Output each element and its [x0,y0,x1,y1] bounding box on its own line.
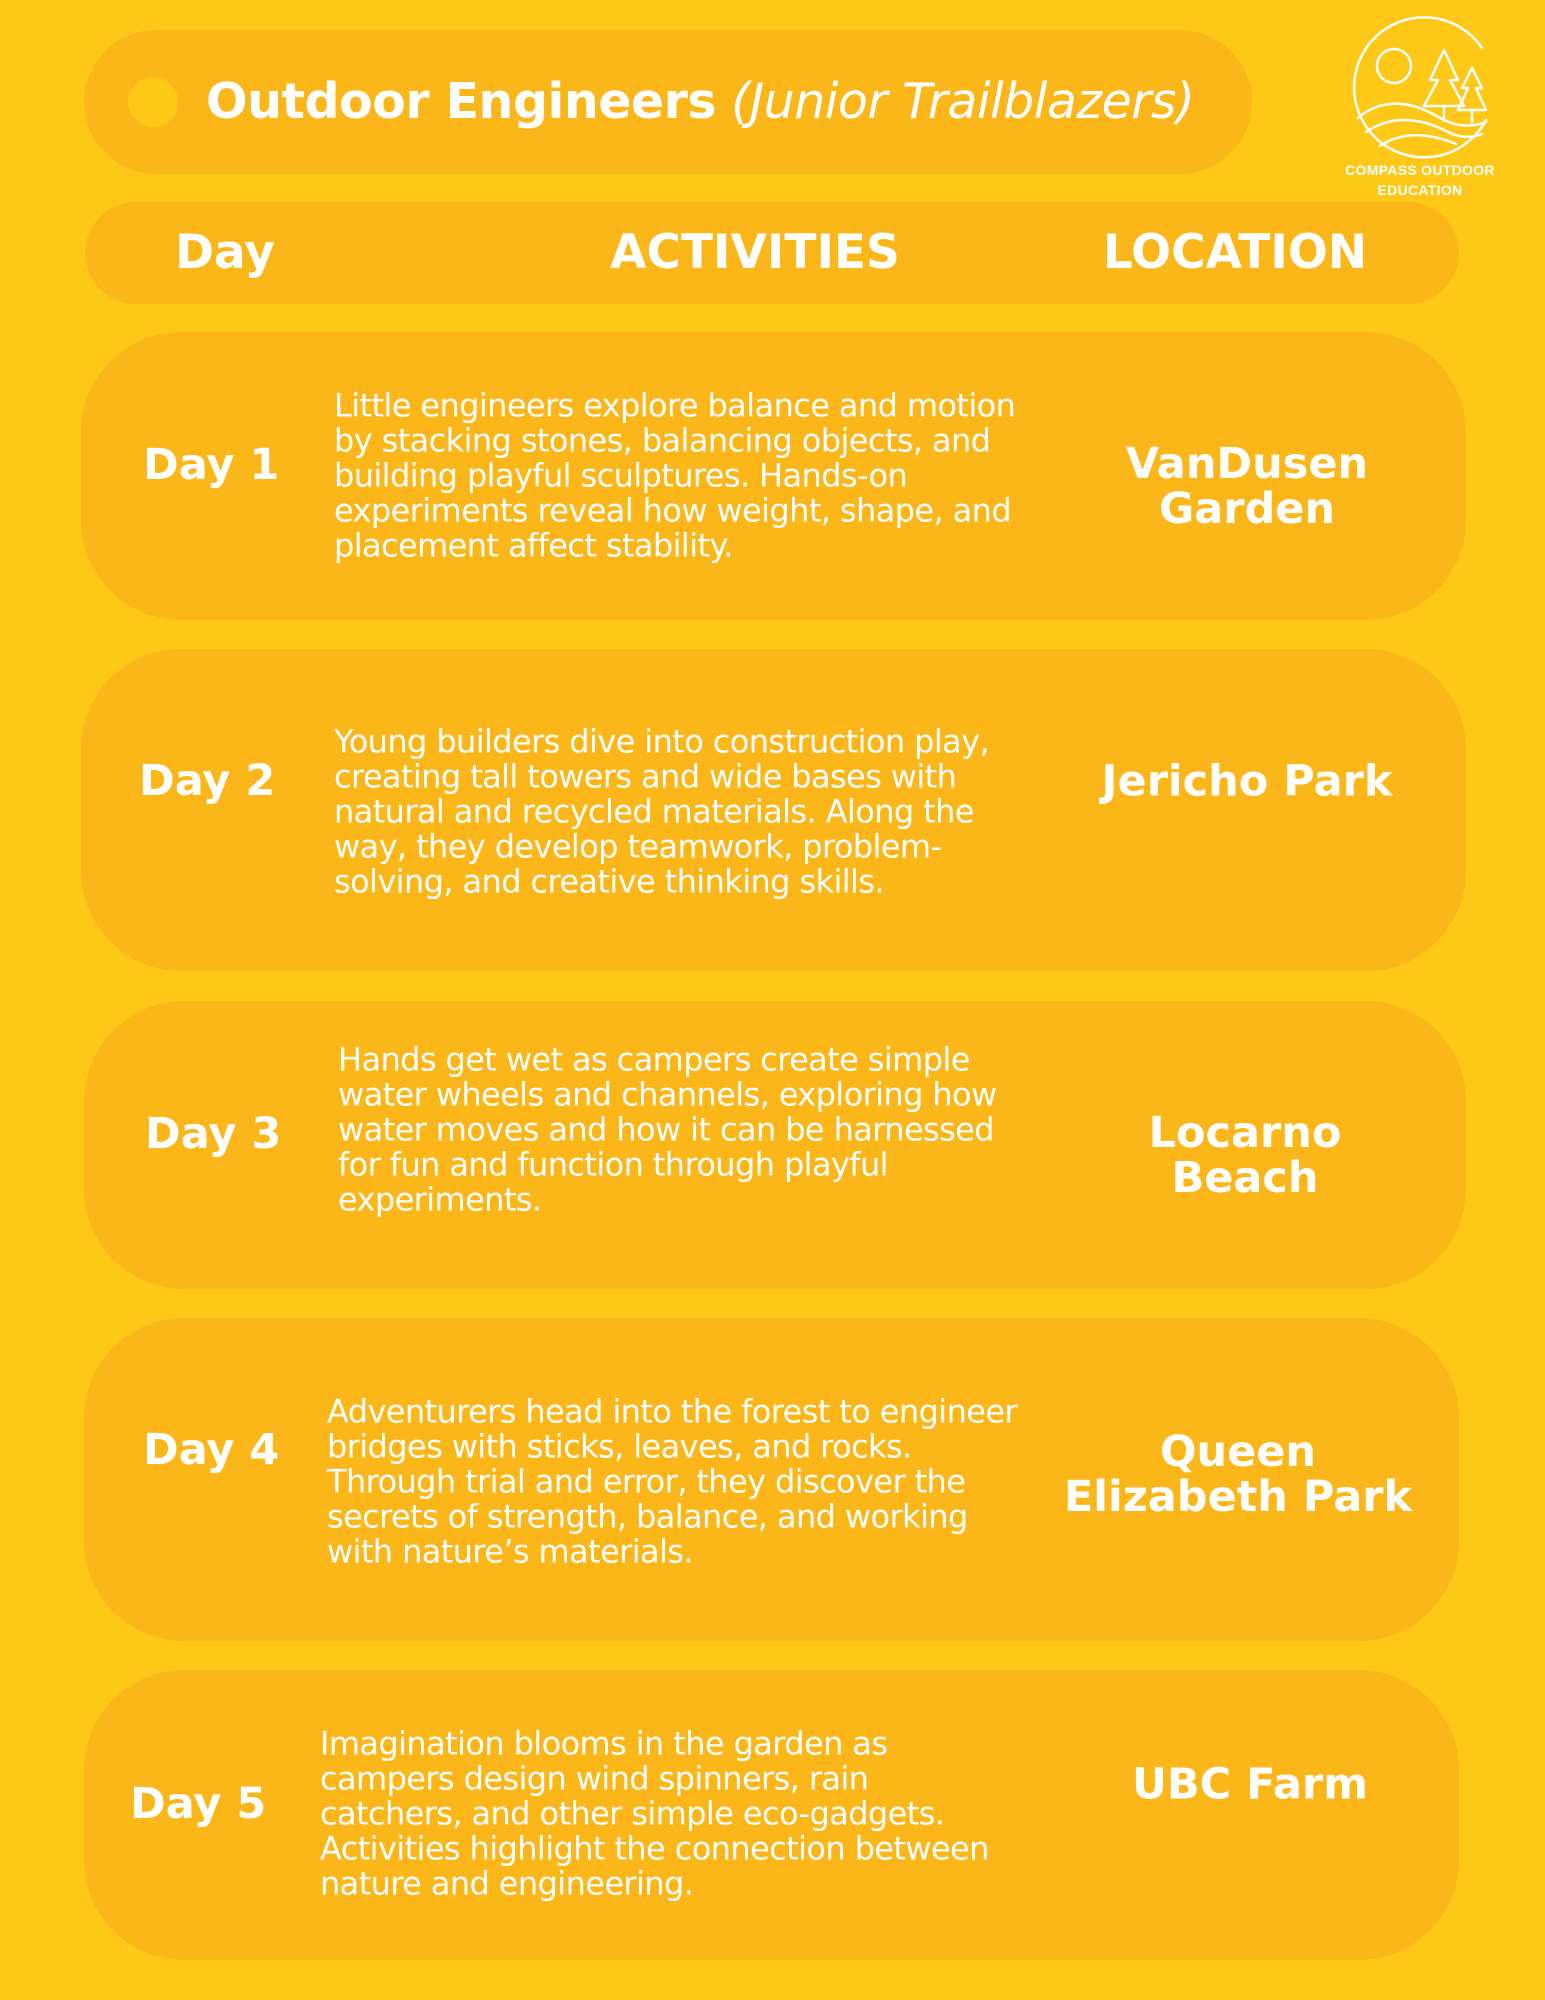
row-day-label: Day 5 [130,1779,267,1829]
row-activity-description: Little engineers explore balance and motion by stacking stones, balancing objects, and building playful sculptures. Hands-on experiments reveal how weight, shape, and placement affect stability. [334,386,1016,565]
row-activity-description: Young builders dive into construction play, creating tall towers and wide bases with natural and recycled materials. Along the way, they develop teamwork, problem-solving, and creative thinking skills. [334,722,990,901]
row-location: Jericho Park [1101,756,1393,807]
title-main: Outdoor Engineers [206,73,716,130]
table-header [85,202,1459,304]
row-day-label: Day 3 [145,1109,282,1159]
row-activity-description: Hands get wet as campers create simple water wheels and channels, exploring how water moves and how it can be harnessed for fun and function through playful experiments. [338,1040,997,1219]
row-activity-description: Adventurers head into the forest to engineer bridges with sticks, leaves, and rocks. Through trial and error, they discover the secrets of strength, balance, and working with nature’s materials. [327,1392,1017,1571]
row-day-label: Day 2 [139,756,276,806]
header-day: Day [175,225,275,280]
title-bar [84,30,1252,174]
row-location: Queen Elizabeth Park [1063,1427,1413,1522]
row-location: Locarno Beach [1148,1108,1342,1203]
compass-outdoor-logo [1340,10,1500,210]
row-day-label: Day 1 [143,440,280,490]
title-subtitle: (Junior Trailblazers) [731,73,1195,130]
schedule-row-day-3 [84,1001,1466,1289]
sun-trees-hills-logo-icon [1344,10,1496,160]
schedule-row-day-2 [81,649,1466,971]
logo-text-line2: EDUCATION [1377,182,1463,198]
row-day-label: Day 4 [143,1425,280,1475]
row-activity-description: Imagination blooms in the garden as campers design wind spinners, rain catchers, and other simple eco-gadgets. Activities highlight the connection between nature and engineering. [320,1724,989,1903]
schedule-row-day-5 [84,1670,1459,1960]
header-location: LOCATION [1102,225,1368,280]
logo-text-line1: COMPASS OUTDOOR [1345,162,1495,178]
logo-text [1340,160,1500,200]
row-location: UBC Farm [1131,1759,1369,1810]
title-dot-icon [128,77,178,127]
schedule-row-day-4 [84,1318,1459,1641]
header-activities: ACTIVITIES [610,225,900,280]
row-location: VanDusen Garden [1125,439,1369,534]
schedule-row-day-1 [81,332,1466,620]
page-title [206,66,1195,138]
